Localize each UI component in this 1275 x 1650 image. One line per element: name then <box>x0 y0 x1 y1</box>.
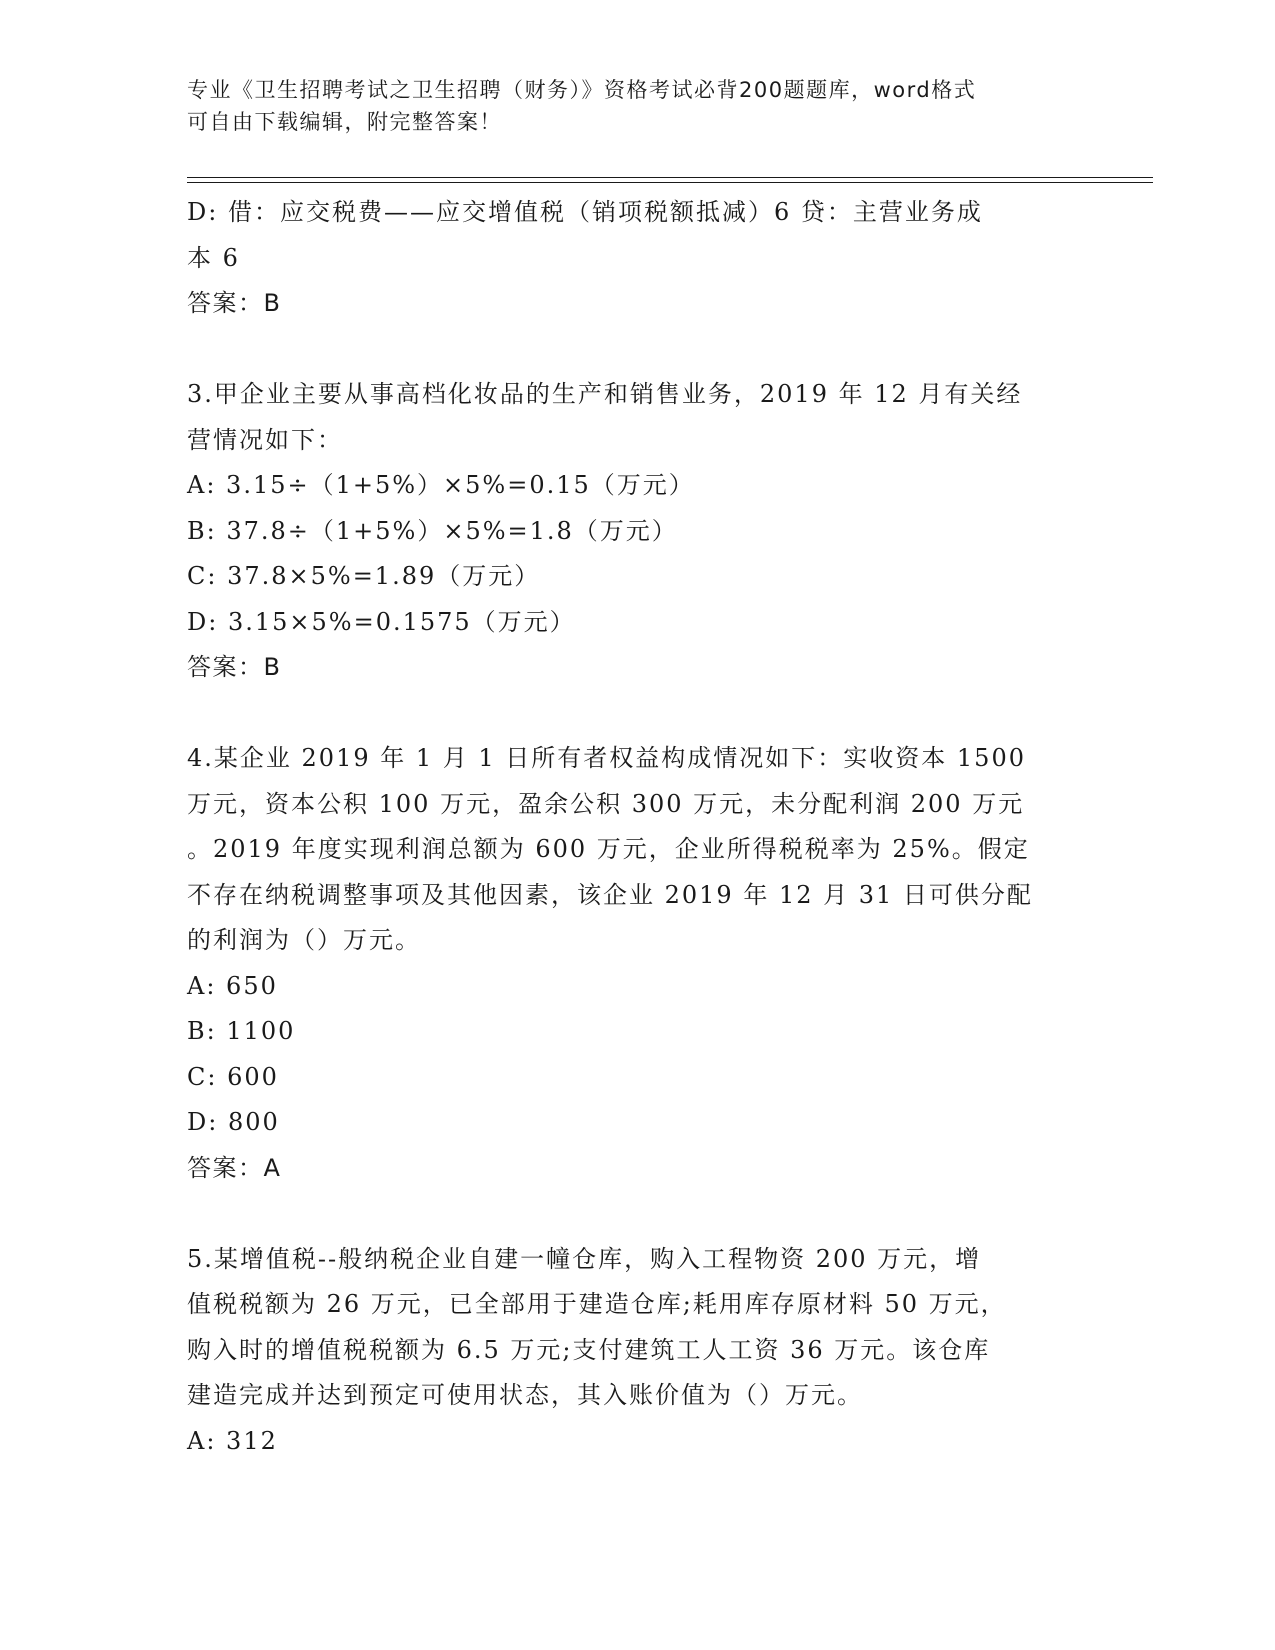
option-b: B: 1100 <box>187 1017 296 1045</box>
question-stem-line: 5.某增值税--般纳税企业自建一幢仓库，购入工程物资 200 万元，增 <box>187 1244 982 1273</box>
answer-label: 答案：A <box>187 1153 282 1182</box>
question-stem-line: 营情况如下： <box>187 425 343 454</box>
answer-label: 答案：B <box>187 289 282 317</box>
option-a: A: 312 <box>187 1426 278 1455</box>
question-3 <box>187 372 1087 691</box>
question-stem-line: 3.甲企业主要从事高档化妆品的生产和销售业务，2019 年 12 月有关经 <box>187 380 1023 408</box>
question-2-tail <box>187 190 1087 327</box>
question-stem-line: 的利润为（）万元。 <box>187 926 421 954</box>
option-a: A: 3.15÷（1+5%）×5%=0.15（万元） <box>187 471 695 499</box>
question-stem-line: 购入时的增值税税额为 6.5 万元;支付建筑工人工资 36 万元。该仓库 <box>187 1335 991 1364</box>
answer-label: 答案：B <box>187 653 282 681</box>
question-content <box>187 190 1087 1464</box>
question-stem-line: 建造完成并达到预定可使用状态，其入账价值为（）万元。 <box>187 1381 863 1409</box>
question-5 <box>187 1237 1087 1465</box>
option-d: D: 3.15×5%=0.1575（万元） <box>187 607 576 636</box>
question-stem-line: 。2019 年度实现利润总额为 600 万元，企业所得税税率为 25%。假定 <box>187 835 1030 863</box>
question-stem-line: 不存在纳税调整事项及其他因素，该企业 2019 年 12 月 31 日可供分配 <box>187 880 1033 909</box>
option-b: B: 37.8÷（1+5%）×5%=1.8（万元） <box>187 516 678 545</box>
header-divider-bottom <box>187 182 1153 183</box>
option-c: C: 600 <box>187 1062 279 1091</box>
spacer <box>187 327 1087 373</box>
option-a: A: 650 <box>187 971 278 1000</box>
question-stem-line: 4.某企业 2019 年 1 月 1 日所有者权益构成情况如下：实收资本 1500 <box>187 744 1026 772</box>
header-title-line-1: 专业《卫生招聘考试之卫生招聘（财务）》资格考试必背200题题库，word格式 <box>187 78 977 102</box>
document-header <box>187 74 1067 138</box>
spacer <box>187 1191 1087 1237</box>
option-d: D: 800 <box>187 1108 280 1136</box>
spacer <box>187 691 1087 737</box>
option-d-line-2: 本 6 <box>187 243 240 272</box>
question-stem-line: 万元，资本公积 100 万元，盈余公积 300 万元，未分配利润 200 万元 <box>187 789 1025 818</box>
question-4 <box>187 736 1087 1191</box>
option-d-line-1: D: 借：应交税费——应交增值税（销项税额抵减）6 贷：主营业务成 <box>187 198 983 226</box>
header-title-line-2: 可自由下载编辑，附完整答案！ <box>187 110 502 134</box>
option-c: C: 37.8×5%=1.89（万元） <box>187 562 541 590</box>
question-stem-line: 值税税额为 26 万元，已全部用于建造仓库;耗用库存原材料 50 万元， <box>187 1290 1007 1318</box>
header-divider-top <box>187 177 1153 178</box>
